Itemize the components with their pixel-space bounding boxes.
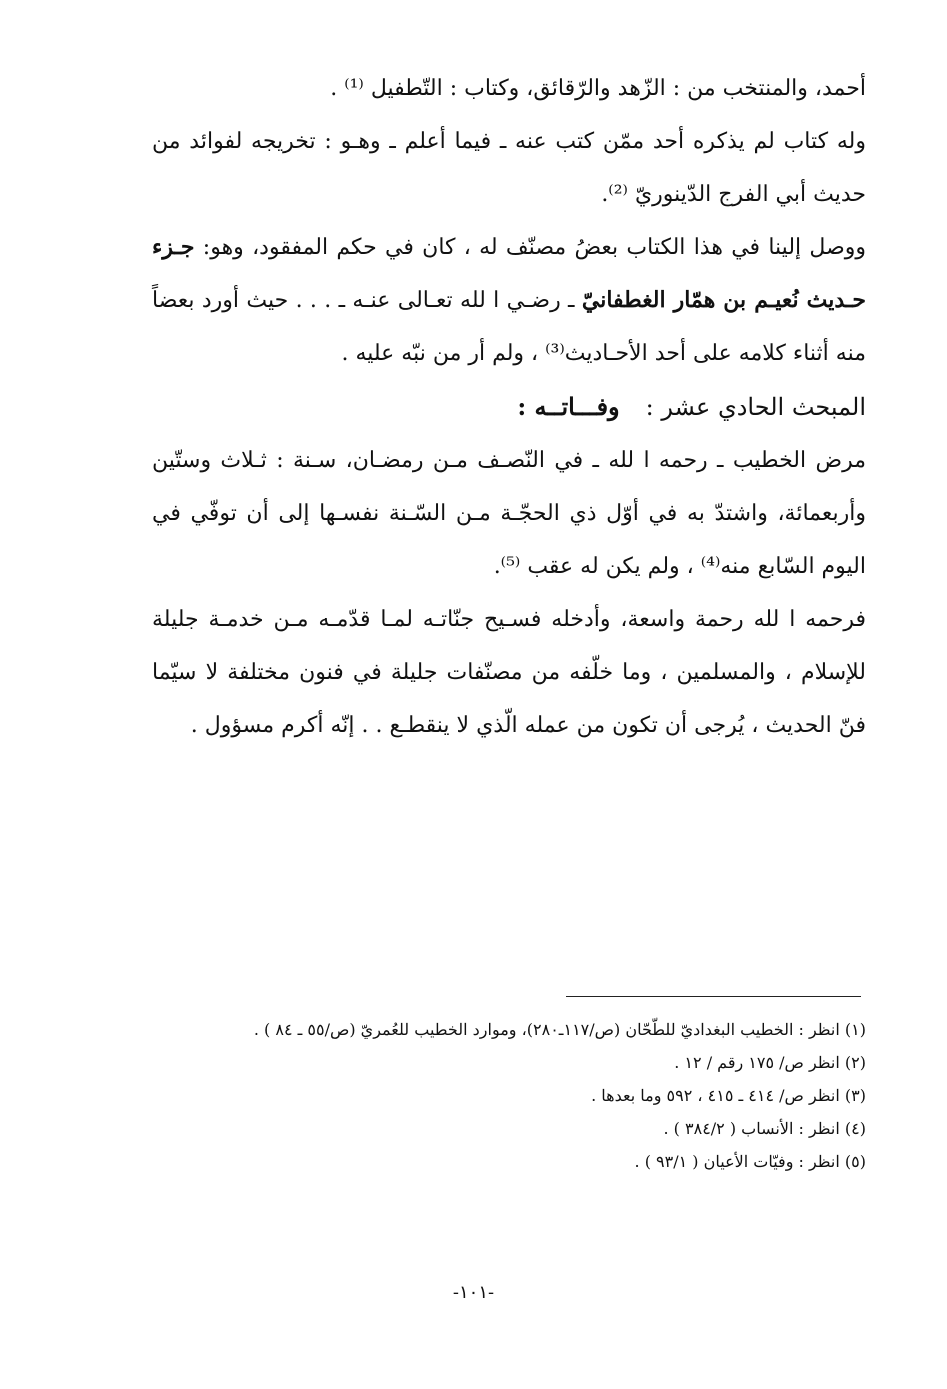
bold-book-title: جـزء حـديث نُعيـم بن همّار الغطفانيّ (152, 234, 866, 313)
paragraph-text: ـ رضـي ا لله تعـالى عنـه ـ . . . حيث أورد بعضاً منه أثناء كلامه على أحد الأحـاديث⁽³⁾ ، ولم أر من نبّه عليه . (152, 288, 866, 366)
section-label: المبحث الحادي عشر : (645, 393, 866, 421)
footnote: (٢) انظر ص/ ١٧٥ رقم / ١٢ . (674, 1053, 866, 1072)
footnote: (٥) انظر : وفيّات الأعيان ( ٩٣/١ ) . (634, 1152, 866, 1171)
paragraph: وله كتاب لم يذكره أحد ممّن كتب عنه ـ فيما أعلم ـ وهـو : تخريجه لفوائد من حديث أبي الفرج الدّينوريّ ⁽²⁾. (152, 129, 866, 207)
footnote: (١) انظر : الخطيب البغداديّ للطّحّان (ص/١١٧ـ٢٨٠)، وموارد الخطيب للعُمريّ (ص/٥٥ ـ ٨٤ ) . (253, 1020, 866, 1039)
main-text (152, 62, 866, 752)
section-title: وفـــاتــه : (517, 392, 620, 421)
page-number: -١٠١- (452, 1282, 495, 1303)
paragraph: مرض الخطيب ـ رحمه ا لله ـ في النّصـف مـن رمضـان، سـنة : ثـلاث وستّين وأربعمائة، واشتدّ به في أوّل ذي الحجّـة مـن السّـنة نفسـها إلى أن توفّي في اليوم السّابع منه⁽⁴⁾ ، ولم يكن له عقب ⁽⁵⁾. (152, 448, 866, 579)
section-heading (152, 380, 866, 434)
paragraph: أحمد، والمنتخب من : الزّهد والرّقائق، وكتاب : التّطفيل ⁽¹⁾ . (330, 76, 866, 101)
footnotes (140, 1013, 866, 1178)
paragraph (152, 221, 866, 380)
footnote: (٤) انظر : الأنساب ( ٣٨٤/٢ ) . (663, 1119, 866, 1138)
footnote-divider (566, 996, 861, 997)
footnote: (٣) انظر ص/ ٤١٤ ـ ٤١٥ ، ٥٩٢ وما بعدها . (591, 1086, 866, 1105)
paragraph-text: ووصل إلينا في هذا الكتاب بعضُ مصنّف له ، كان في حكم المفقود، وهو: (194, 235, 866, 260)
paragraph: فرحمه ا لله رحمة واسعة، وأدخله فسـيح جنّاتـه لمـا قدّمـه مـن خدمـة جليلة للإسلام ، والمسلمين ، وما خلّفه من مصنّفات جليلة في فنون مختلفة لا سيّما فنّ الحديث ، يُرجى أن تكون من عمله الّذي لا ينقطـع . . إنّه أكرم مسؤول . (152, 607, 866, 738)
